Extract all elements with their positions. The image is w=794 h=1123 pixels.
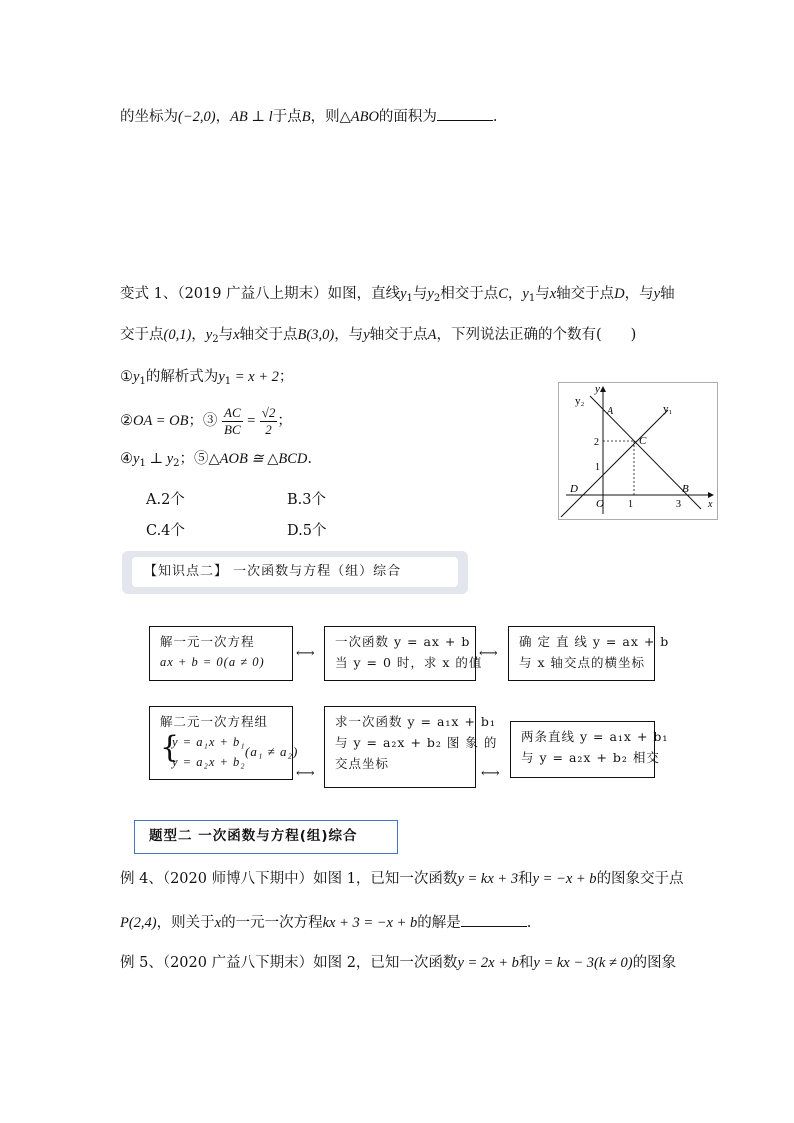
- tick-y1: 1: [595, 462, 600, 473]
- statement-4-5: $④y_1$ ⊥ $y_2$；⑤△AOB ≅ △BCD.: [120, 451, 313, 469]
- label-o: O: [596, 498, 604, 510]
- fraction-ac-bc: $\frac{AC}{BC}$: [224, 404, 241, 437]
- label-a: A: [607, 406, 614, 417]
- line-y1: [561, 410, 668, 517]
- text: ，: [215, 109, 231, 125]
- example4-line2: P(2,4)，则关于x的一元一次方程kx + 3 = −x + b的解是 .: [120, 912, 531, 933]
- coordinate-graph: [558, 382, 718, 520]
- option-a[interactable]: A.2个: [146, 492, 185, 508]
- text: 的面积为: [378, 109, 437, 125]
- option-d[interactable]: D.5个: [287, 523, 327, 539]
- variant1-line2: 交于点(0,1)，$y_2$与x轴交于点B(3,0)，与y轴交于点A，下列说法正确的个数有( ): [120, 327, 637, 345]
- flow-box-system-equations: 解二元一次方程组 { y = a₁x + b₁ y = a₂x + b₂ (a₁ ≠ a₂): [149, 706, 293, 780]
- flow-box-linear-equation: 解一元一次方程 ax + b = 0(a ≠ 0): [149, 626, 293, 681]
- math: (−2,0): [178, 109, 216, 125]
- math: △ABO: [339, 109, 379, 125]
- arrow-2: ⟷: [479, 646, 498, 661]
- variant1-line1: 变式 1、（2019 广益八上期末）如图，直线$y_1$与$y_2$相交于点C，$y_1$与x轴交于点D，与y轴: [120, 286, 675, 304]
- label-y-axis: y: [595, 383, 600, 395]
- label-c: C: [639, 435, 647, 447]
- statement-2-3: ②OA = OB；③ $\frac{AC}{BC}$ = $\frac{√2}{2}$ ；: [120, 404, 292, 437]
- text: .: [492, 109, 498, 125]
- flow-box-x-intercept: 确 定 直 线 y = ax + b 与 x 轴交点的横坐标: [508, 626, 655, 681]
- answer-blank: [437, 106, 493, 121]
- math: AB ⊥ l: [230, 109, 273, 125]
- label-b: B: [682, 483, 689, 495]
- flow-box-intersection: 求一次函数 y = a₁x + b₁ 与 y = a₂x + b₂ 图 象 的 交点坐标: [324, 706, 476, 788]
- brace: {: [160, 730, 181, 765]
- flow-box-two-lines: 两条直线 y = a₁x + b₁ 与 y = a₂x + b₂ 相交: [510, 721, 655, 778]
- example5-line1: 例 5、（2020 广益八下期末）如图 2，已知一次函数y = 2x + b和y = kx − 3(k ≠ 0)的图象: [120, 955, 677, 971]
- example4-line1: 例 4、（2020 师博八下期中）如图 1，已知一次函数y = kx + 3和y = −x + b的图象交于点: [120, 871, 684, 887]
- x-axis-arrow: [708, 492, 714, 498]
- arrow-1: ⟷: [296, 646, 315, 661]
- text: ，则: [310, 109, 340, 125]
- y-axis-arrow: [600, 386, 606, 392]
- answer-blank: [461, 912, 527, 927]
- text: 的坐标为: [120, 109, 178, 125]
- tick-x1: 1: [628, 499, 633, 510]
- option-c[interactable]: C.4个: [146, 523, 185, 539]
- label-x-axis: x: [708, 499, 713, 510]
- arrow-3: ⟷: [296, 766, 315, 781]
- fraction-sqrt2-2: $\frac{√2}{2}$: [261, 404, 276, 437]
- knowledge-point-banner: [122, 551, 468, 594]
- label-y2: y₂: [575, 395, 585, 407]
- text: 于点: [272, 109, 302, 125]
- flow-box-linear-function: 一次函数 y = ax + b 当 y = 0 时，求 x 的值: [324, 626, 476, 681]
- option-b[interactable]: B.3个: [287, 492, 326, 508]
- type2-title: 题型二 一次函数与方程(组)综合: [134, 820, 398, 854]
- knowledge-point-title: 【知识点二】 一次函数与方程（组）综合: [132, 557, 458, 587]
- tick-x3: 3: [676, 499, 681, 510]
- statement-1: $①y_1$的解析式为$y_1 = x + 2$；: [120, 369, 294, 387]
- tick-y2: 2: [594, 437, 599, 448]
- top-line: [120, 106, 498, 127]
- label-d: D: [570, 483, 578, 495]
- math: B: [301, 109, 311, 125]
- arrow-4: ⟷: [481, 766, 500, 781]
- label-y1: y₁: [663, 403, 673, 415]
